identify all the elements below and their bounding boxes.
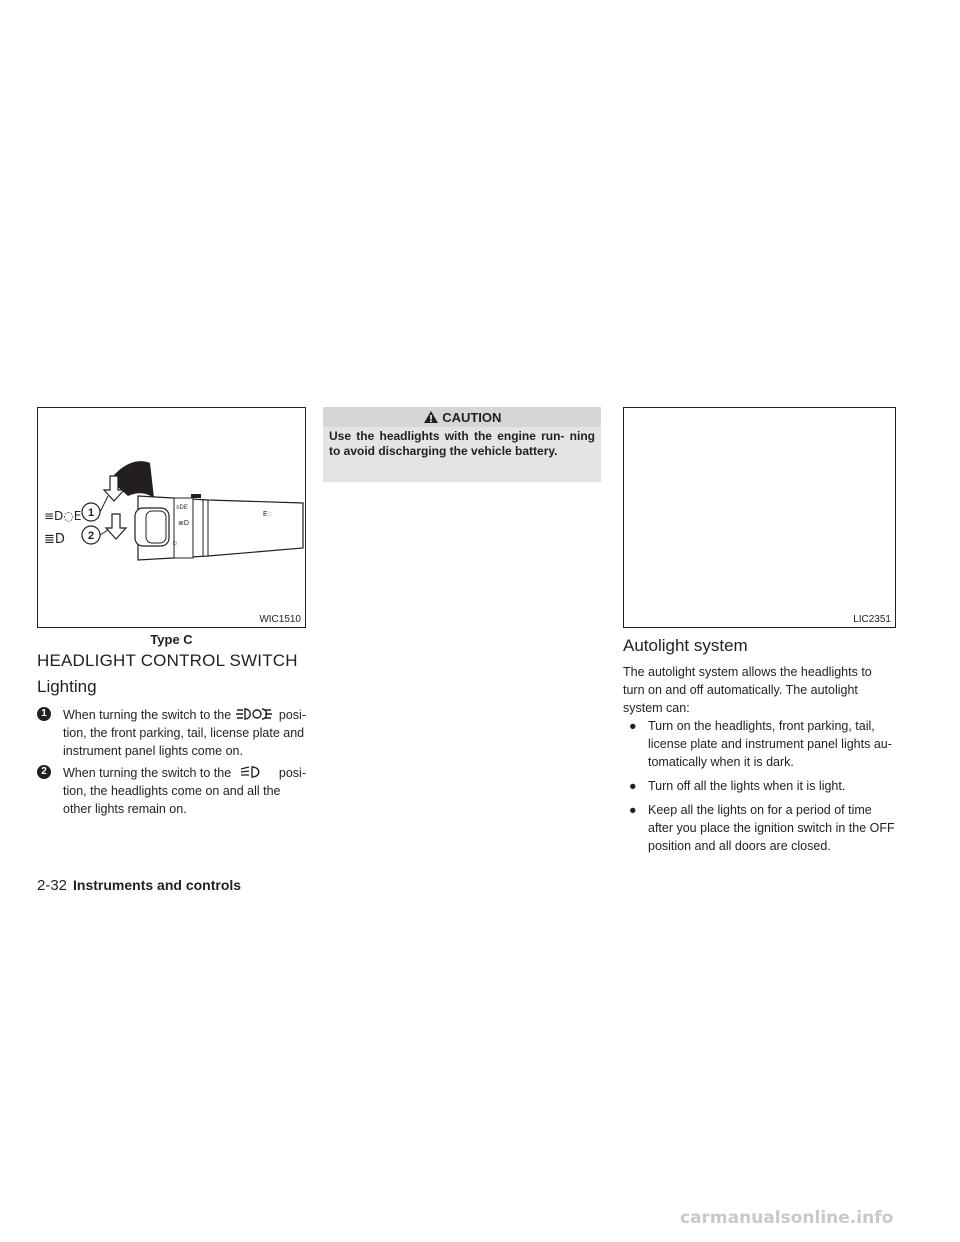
svg-text:E◌: E◌	[263, 511, 272, 518]
svg-text:≣D: ≣D	[178, 520, 189, 527]
caution-text: Use the headlights with the engine run- ning to avoid discharging the vehicle battery.	[329, 429, 595, 458]
lighting-heading: Lighting	[37, 677, 97, 696]
caution-title: CAUTION	[442, 410, 502, 425]
chapter-title: Instruments and controls	[73, 877, 242, 893]
callout-1: 1	[87, 507, 95, 519]
warning-triangle-icon	[423, 410, 439, 424]
parking-light-icon	[235, 707, 273, 721]
step-number: 2	[37, 765, 51, 779]
autolight-heading: Autolight system	[623, 636, 748, 655]
figure-code: WIC1510	[259, 614, 301, 625]
autolight-figure	[623, 407, 896, 628]
autolight-bullet-3: ● Keep all the lights on for a period of time after you place the ignition switch in the OFF position and all doors are closed.	[629, 803, 895, 853]
bullet-dot: ●	[629, 779, 637, 793]
bullet-dot: ●	[629, 719, 637, 733]
svg-text:≣D: ≣D	[44, 532, 65, 547]
svg-text:☼: ☼	[171, 538, 179, 547]
callout-2: 2	[87, 530, 95, 542]
headlight-switch-illustration	[38, 408, 305, 627]
figure-code: LIC2351	[853, 614, 891, 625]
autolight-bullet-2: ● Turn off all the lights when it is light.	[629, 779, 846, 793]
headlight-icon	[235, 765, 273, 779]
autolight-intro: The autolight system allows the headlights to turn on and off automatically. The autolight system can:	[623, 665, 872, 715]
caution-box	[323, 407, 601, 482]
svg-text:≡D◌E: ≡D◌E	[44, 509, 82, 523]
watermark: carmanualsonline.info	[680, 1208, 894, 1228]
caution-header	[323, 407, 601, 427]
page-number: 2-32	[37, 877, 68, 894]
step-number: 1	[37, 707, 51, 721]
headlight-switch-figure	[37, 407, 306, 628]
section-title: HEADLIGHT CONTROL SWITCH	[37, 651, 298, 670]
svg-text:≡DE: ≡DE	[176, 505, 188, 511]
autolight-bullet-1: ● Turn on the headlights, front parking, tail, license plate and instrument panel lights au- tomatically when it is dark.	[629, 719, 892, 769]
figure-caption: Type C	[150, 632, 193, 647]
bullet-dot: ●	[629, 803, 637, 817]
lighting-step-2: 2 When turning the switch to the posi- tion, the headlights come on and all the other lights remain on.	[37, 764, 306, 818]
page-footer	[37, 877, 241, 894]
lighting-step-1: 1 When turning the switch to the posi- tion, the front parking, tail, license plate and instrument panel lights come on.	[37, 706, 306, 760]
